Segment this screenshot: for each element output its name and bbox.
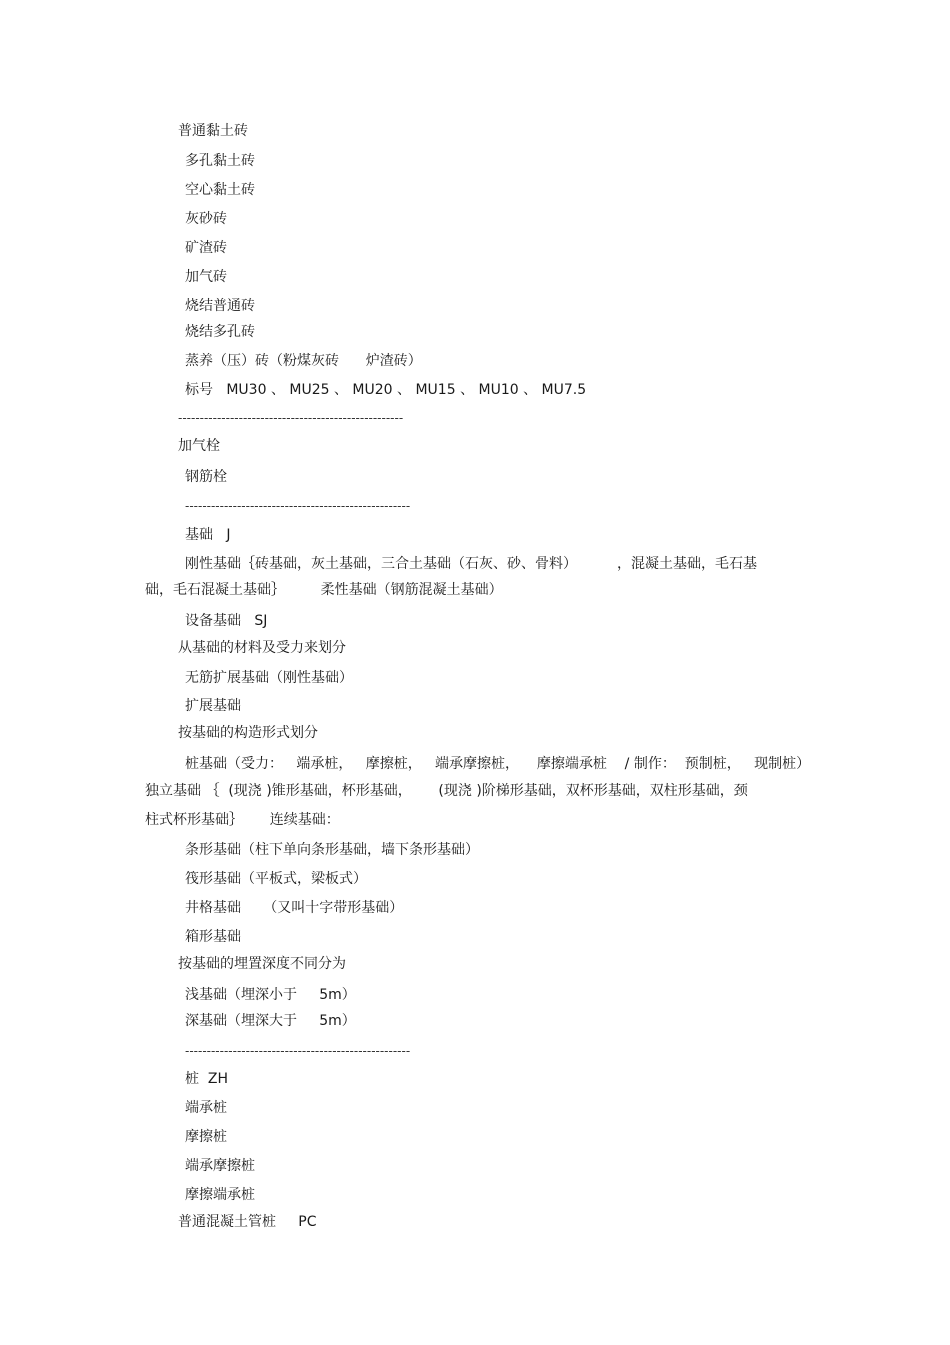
- text-line: 钢筋栓: [185, 469, 227, 485]
- text-line: 空心黏土砖: [185, 182, 255, 198]
- text-line: 条形基础（柱下单向条形基础，墙下条形基础）: [185, 842, 479, 858]
- text-line: 井格基础 （又叫十字带形基础）: [185, 900, 404, 916]
- text-line: 独立基础 ｛ (现浇 )锥形基础，杯形基础， (现浇 )阶梯形基础，双杯形基础，双柱形基础，颈: [145, 783, 748, 799]
- text-line: 无筋扩展基础（刚性基础）: [185, 670, 353, 686]
- text-line: 筏形基础（平板式，梁板式）: [185, 871, 367, 887]
- text-line: 多孔黏土砖: [185, 153, 255, 169]
- text-line: 摩擦桩: [185, 1129, 227, 1145]
- text-line: 础，毛石混凝土基础｝ 柔性基础（钢筋混凝土基础）: [145, 582, 503, 598]
- text-line: 基础 J: [185, 527, 231, 543]
- text-line: 从基础的材料及受力来划分: [178, 640, 346, 656]
- text-line: 端承桩: [185, 1100, 227, 1116]
- text-line: 普通混凝土管桩 PC: [178, 1214, 317, 1230]
- text-line: 矿渣砖: [185, 240, 227, 256]
- text-line: 按基础的构造形式划分: [178, 725, 318, 741]
- text-line: 灰砂砖: [185, 211, 227, 227]
- separator-line: ----------------------------------------------------: [185, 499, 411, 513]
- text-line: 烧结多孔砖: [185, 324, 255, 340]
- text-line: 深基础（埋深大于 5m）: [185, 1013, 356, 1029]
- text-line: 普通黏土砖: [178, 123, 248, 139]
- text-line: 柱式杯形基础｝ 连续基础：: [145, 812, 340, 828]
- text-line: 设备基础 SJ: [185, 613, 268, 629]
- text-line: 刚性基础｛砖基础，灰土基础，三合土基础（石灰、砂、骨料） ，混凝土基础，毛石基: [185, 556, 758, 572]
- text-line: 桩基础（受力： 端承桩， 摩擦桩， 端承摩擦桩， 摩擦端承桩 / 制作： 预制桩， 现制桩）: [185, 756, 811, 772]
- text-line: 标号 MU30 、 MU25 、 MU20 、 MU15 、 MU10 、 MU7.5: [185, 382, 587, 398]
- text-line: 蒸养（压）砖（粉煤灰砖 炉渣砖）: [185, 353, 422, 369]
- text-line: 扩展基础: [185, 698, 241, 714]
- text-line: 烧结普通砖: [185, 298, 255, 314]
- text-line: 桩 ZH: [185, 1071, 229, 1087]
- text-line: 按基础的埋置深度不同分为: [178, 956, 346, 972]
- separator-line: ----------------------------------------------------: [178, 411, 404, 425]
- text-line: 加气砖: [185, 269, 227, 285]
- text-line: 摩擦端承桩: [185, 1187, 255, 1203]
- text-line: 端承摩擦桩: [185, 1158, 255, 1174]
- text-line: 箱形基础: [185, 929, 241, 945]
- text-line: 加气栓: [178, 438, 220, 454]
- separator-line: ----------------------------------------------------: [185, 1044, 411, 1058]
- text-line: 浅基础（埋深小于 5m）: [185, 987, 356, 1003]
